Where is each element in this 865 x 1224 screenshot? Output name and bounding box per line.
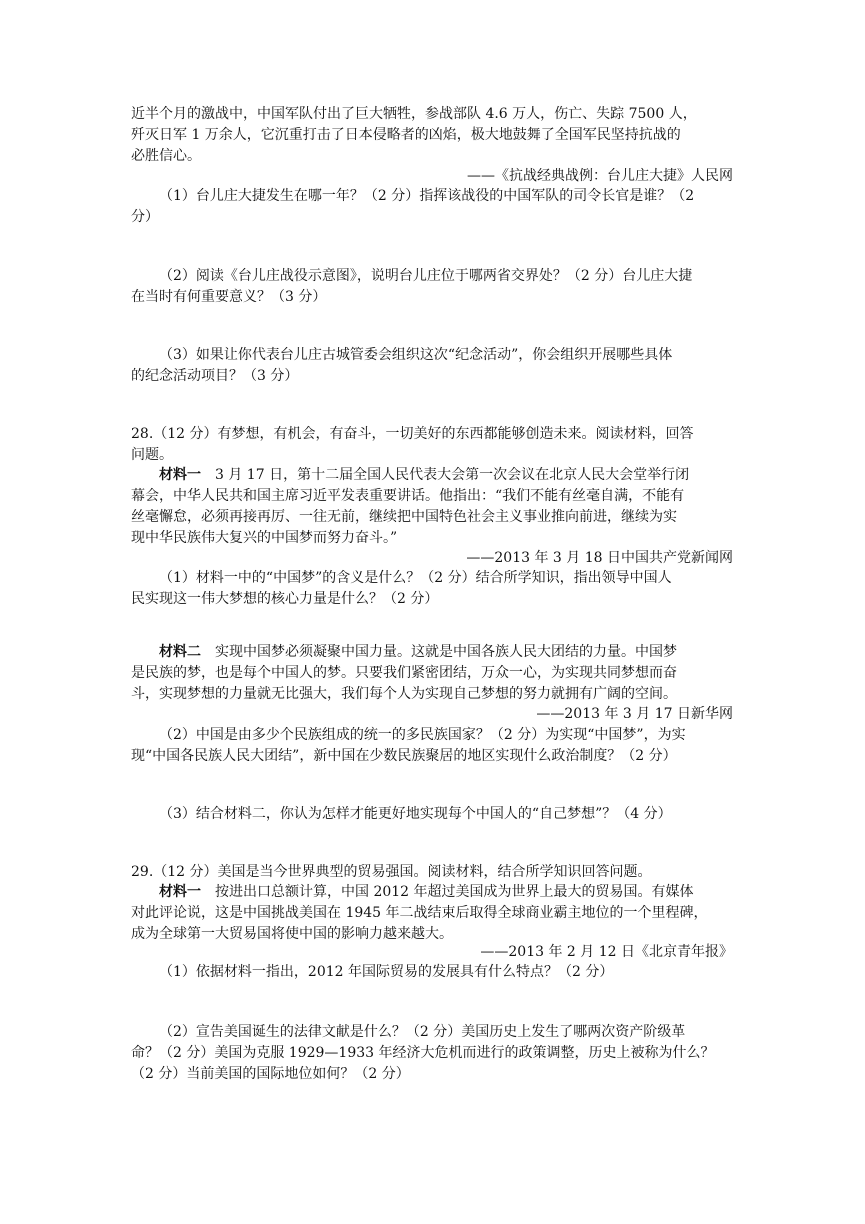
material-text: 按进出口总额计算，中国 2012 年超过美国成为世界上最大的贸易国。有媒体 bbox=[215, 884, 694, 900]
material-line: 幕会，中华人民共和国主席习近平发表重要讲话。他指出：“我们不能有丝毫自满，不能有 bbox=[131, 488, 685, 504]
material-line: 成为全球第一大贸易国将使中国的影响力越来越大。 bbox=[131, 926, 453, 942]
material-text: 实现中国梦必须凝聚中国力量。这就是中国各族人民大团结的力量。中国梦 bbox=[215, 644, 677, 660]
material-label: 材料一 bbox=[159, 467, 201, 483]
question-line: 的纪念活动项目？（3 分） bbox=[131, 368, 299, 384]
question-heading: 问题。 bbox=[131, 447, 173, 463]
question-line: 命？（2 分）美国为克服 1929—1933 年经济大危机而进行的政策调整，历史上被称为什么？ bbox=[131, 1045, 715, 1061]
source-citation: ——2013 年 3 月 18 日中国共产党新闻网 bbox=[466, 550, 733, 566]
material-line: 斗，实现梦想的力量就无比强大，我们每个人为实现自己梦想的努力就拥有广阔的空间。 bbox=[131, 686, 677, 702]
material-line bbox=[159, 465, 737, 485]
question-line: （1）台儿庄大捷发生在哪一年？（2 分）指挥该战役的中国军队的司令长官是谁？（2 bbox=[159, 188, 695, 204]
material-text: 3 月 17 日，第十二届全国人民代表大会第一次会议在北京人民大会堂举行闭 bbox=[215, 467, 690, 483]
question-line: （3）如果让你代表台儿庄古城管委会组织这次“纪念活动”，你会组织开展哪些具体 bbox=[159, 347, 673, 363]
material-label: 材料一 bbox=[159, 884, 201, 900]
material-line: 现中华民族伟大复兴的中国梦而努力奋斗。” bbox=[131, 530, 398, 546]
question-heading: 29.（12 分）美国是当今世界典型的贸易强国。阅读材料，结合所学知识回答问题。 bbox=[131, 864, 652, 880]
question-line: 分） bbox=[131, 209, 159, 225]
question-line: （2 分）当前美国的国际地位如何？（2 分） bbox=[131, 1066, 410, 1082]
question-line: （3）结合材料二，你认为怎样才能更好地实现每个中国人的“自己梦想”？（4 分） bbox=[159, 806, 672, 822]
question-line: 在当时有何重要意义？（3 分） bbox=[131, 289, 327, 305]
question-line: （1）材料一中的“中国梦”的含义是什么？（2 分）结合所学知识，指出领导中国人 bbox=[159, 570, 672, 586]
question-line: （1）依据材料一指出，2012 年国际贸易的发展具有什么特点？（2 分） bbox=[159, 964, 614, 980]
question-line: （2）阅读《台儿庄战役示意图》，说明台儿庄位于哪两省交界处？（2 分）台儿庄大捷 bbox=[159, 268, 693, 284]
question-line: （2）中国是由多少个民族组成的统一的多民族国家？（2 分）为实现“中国梦”，为实 bbox=[159, 727, 686, 743]
material-line bbox=[159, 882, 737, 902]
source-citation: ——2013 年 3 月 17 日新华网 bbox=[536, 706, 733, 722]
material-line: 是民族的梦，也是每个中国人的梦。只要我们紧密团结，万众一心，为实现共同梦想而奋 bbox=[131, 665, 677, 681]
material-label: 材料二 bbox=[159, 644, 201, 660]
material-line: 对此评论说，这是中国挑战美国在 1945 年二战结束后取得全球商业霸主地位的一个里程碑， bbox=[131, 905, 708, 921]
text-line: 歼灭日军 1 万余人，它沉重打击了日本侵略者的凶焰，极大地鼓舞了全国军民坚持抗战的 bbox=[131, 127, 681, 143]
text-line: 必胜信心。 bbox=[131, 148, 201, 164]
question-line: 现“中国各民族人民大团结”，新中国在少数民族聚居的地区实现什么政治制度？（2 分） bbox=[131, 748, 677, 764]
question-heading: 28.（12 分）有梦想，有机会，有奋斗，一切美好的东西都能够创造未来。阅读材料，回答 bbox=[131, 426, 694, 442]
question-line: （2）宣告美国诞生的法律文献是什么？（2 分）美国历史上发生了哪两次资产阶级革 bbox=[159, 1024, 686, 1040]
source-citation: ——《抗战经典战例：台儿庄大捷》人民网 bbox=[467, 168, 733, 184]
material-line bbox=[159, 642, 737, 662]
question-line: 民实现这一伟大梦想的核心力量是什么？（2 分） bbox=[131, 591, 439, 607]
source-citation: ——2013 年 2 月 12 日《北京青年报》 bbox=[480, 944, 733, 960]
text-line: 近半个月的激战中，中国军队付出了巨大牺牲，参战部队 4.6 万人，伤亡、失踪 7500 人， bbox=[131, 106, 697, 122]
material-line: 丝毫懈怠，必须再接再厉、一往无前，继续把中国特色社会主义事业推向前进，继续为实 bbox=[131, 509, 677, 525]
